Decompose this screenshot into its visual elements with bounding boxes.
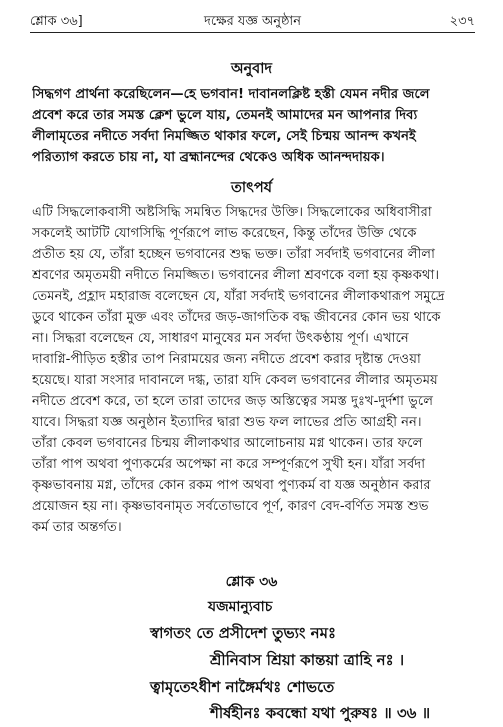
header-chapter-title: দক্ষের যজ্ঞ অনুষ্ঠান bbox=[204, 14, 301, 29]
page-number: ২৩৭ bbox=[449, 14, 475, 29]
page-header bbox=[30, 10, 475, 33]
translation-line: লীলামৃতের নদীতে সর্বদা নিমজ্জিত থাকার ফলে, সেই চিন্ময় আনন্দ কখনই bbox=[32, 129, 416, 144]
purport-text bbox=[32, 202, 481, 538]
verse-number: শ্লোক ৩৬ bbox=[225, 574, 278, 590]
purport-line: হয়েছে। যারা সংসার দাবানলে দগ্ধ, তারা যদি কেবল ভগবানের লীলার অমৃতময় bbox=[32, 373, 438, 388]
purport-line: ডুবে থাকেন তাঁরা মুক্ত এবং তাঁদের জড়-জাগতিক বদ্ধ জীবনের কোন ভয় থাকে bbox=[32, 310, 441, 325]
verse-speaker: যজমান্যুবাচ bbox=[208, 599, 273, 615]
purport-line: তেমনই, প্রহ্লাদ মহারাজ বলেছেন যে, যাঁরা সর্বদাই ভগবানের লীলাকথারূপ সমুদ্রে bbox=[32, 289, 445, 304]
purport-line: যাবে। সিদ্ধরা যজ্ঞ অনুষ্ঠান ইত্যাদির দ্বারা শুভ ফল লাভের প্রতি আগ্রহী নন। bbox=[32, 415, 422, 430]
purport-line: সকলেই আটটি যোগসিদ্ধি পূর্ণরূপে লাভ করেছেন, কিন্তু তাঁদের উক্তি থেকে bbox=[32, 226, 417, 241]
purport-line: কর্ম তার অন্তর্গত। bbox=[32, 520, 122, 535]
verse-line: শীর্ষহীনঃ কবন্ধো যথা পুরুষঃ ॥ ৩৬ ॥ bbox=[210, 704, 431, 722]
translation-line: সিদ্ধগণ প্রার্থনা করেছিলেন—হে ভগবান! দাবানলক্লিষ্ট হস্তী যেমন নদীর জলে bbox=[32, 87, 430, 102]
purport-line: শ্রবণের অমৃতময়ী নদীতে নিমজ্জিত। ভগবানের লীলা শ্রবণকে বলা হয় কৃষ্ণকথা। bbox=[32, 268, 440, 283]
purport-line: প্রতীত হয় যে, তাঁরা হচ্ছেন ভগবানের শুদ্ধ ভক্ত। তাঁরা সর্বদাই ভগবানের লীলা bbox=[32, 247, 435, 262]
purport-line: প্রয়োজন হয় না। কৃষ্ণভাবনামৃত সর্বতোভাবে পূর্ণ, কারণ বেদ-বর্ণিত সমস্ত শুভ bbox=[32, 499, 429, 514]
purport-line: কৃষ্ণভাবনায় মগ্ন, তাঁদের কোন রকম পাপ অথবা পুণ্যকর্ম বা যজ্ঞ অনুষ্ঠান করার bbox=[32, 478, 431, 493]
purport-line: দাবাগ্নি-পীড়িত হস্তীর তাপ নিরাময়ের জন্য নদীতে প্রবেশ করার দৃষ্টান্ত দেওয়া bbox=[32, 352, 421, 367]
purport-heading: তাৎপর্য bbox=[230, 180, 273, 196]
purport-line: এটি সিদ্ধলোকবাসী অষ্টসিদ্ধি সমন্বিত সিদ্ধদের উক্তি। সিদ্ধলোকের অধিবাসীরা bbox=[32, 205, 432, 220]
purport-line: না। সিদ্ধরা বলেছেন যে, সাধারণ মানুষের মন সর্বদা উৎকণ্ঠায় পূর্ণ। এখানে bbox=[32, 331, 409, 346]
verse-line: স্বাগতং তে প্রসীদেশ তুভ্যং নমঃ bbox=[150, 624, 336, 642]
verse-line: ত্বামৃতেঽধীশ নাঙ্গৈর্মখঃ শোভতে bbox=[150, 678, 335, 696]
purport-line: তাঁরা পাপ অথবা পুণ্যকর্মের অপেক্ষা না করে সম্পূর্ণরূপে সুখী হন। যাঁরা সর্বদা bbox=[32, 457, 426, 472]
translation-text bbox=[32, 84, 481, 168]
header-verse-ref: শ্লোক ৩৬] bbox=[30, 14, 83, 29]
purport-line: তাঁরা কেবল ভগবানের চিন্ময় লীলাকথার আলোচনায় মগ্ন থাকেন। তার ফলে bbox=[32, 436, 423, 451]
verse-line: শ্রীনিবাস শ্রিয়া কান্তয়া ত্রাহি নঃ । bbox=[210, 651, 405, 669]
translation-heading: অনুবাদ bbox=[230, 61, 273, 77]
translation-line: প্রবেশ করে তার সমস্ত ক্লেশ ভুলে যায়, তেমনই আমাদের মন আপনার দিব্য bbox=[32, 108, 418, 123]
purport-line: নদীতে প্রবেশ করে, তা হলে তারা তাদের জড় অস্তিত্বের সমস্ত দুঃখ-দুর্দশা ভুলে bbox=[32, 394, 434, 409]
translation-line: পরিত্যাগ করতে চায় না, যা ব্রহ্মানন্দের থেকেও অধিক আনন্দদায়ক। bbox=[32, 150, 385, 165]
